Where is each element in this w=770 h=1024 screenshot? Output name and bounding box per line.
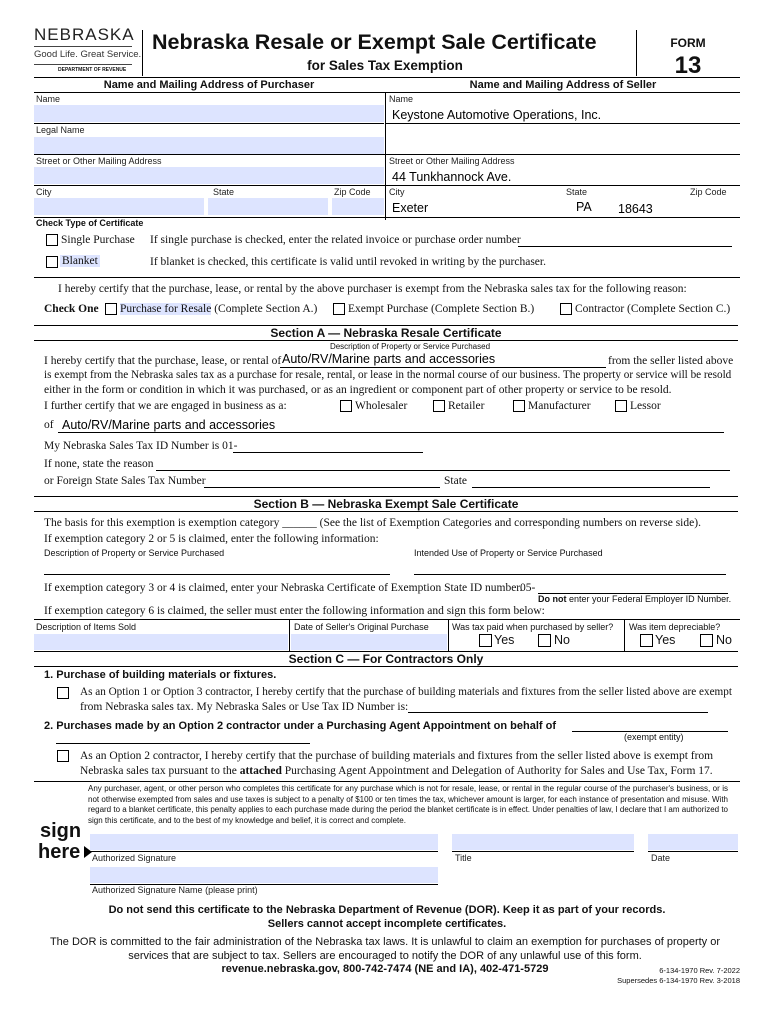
cat34-prefix: 05-: [520, 582, 536, 594]
c-item2-heading: 2. Purchases made by an Option 2 contractor under a Purchasing Agent Appointment on behalf of: [44, 720, 556, 732]
wholesaler-label: Wholesaler: [355, 400, 408, 412]
fein-note-text: enter your Federal Employer ID Number.: [569, 594, 732, 604]
section-c-title: Section C — For Contractors Only: [34, 651, 738, 667]
c-item2-text1: As an Option 2 contractor, I hereby certify that the purchase of building materials and fixtures from the seller listed above is exempt from: [80, 750, 714, 762]
seller-purchase-date-label: Date of Seller's Original Purchase: [294, 622, 429, 632]
c-item1-text2: from Nebraska sales tax. My Nebraska Sales or Use Tax ID Number is:: [80, 701, 409, 713]
tax-paid-yes-checkbox[interactable]: [479, 634, 492, 647]
resale-label: Purchase for Resale: [120, 303, 212, 315]
fein-note: [538, 594, 731, 604]
cat34-text: If exemption category 3 or 4 is claimed, enter your Nebraska Certificate of Exemption State ID number.: [44, 582, 523, 594]
business-text: I further certify that we are engaged in business as a:: [44, 400, 287, 412]
single-purchase-label: Single Purchase: [61, 234, 135, 246]
authorized-name-note: (please print): [205, 885, 258, 895]
depreciable-label: Was item depreciable?: [629, 622, 721, 632]
section-a-desc-label: Description of Property or Service Purchased: [329, 342, 491, 351]
contractor-checkbox[interactable]: [560, 303, 572, 315]
depreciable-yes-checkbox[interactable]: [640, 634, 653, 647]
section-a-property-field[interactable]: Auto/RV/Marine parts and accessories: [282, 352, 496, 366]
authorized-name-label-row: [92, 885, 258, 895]
form-revision: 6-134-1970 Rev. 7-2022: [659, 966, 740, 975]
c-item1-heading: 1. Purchase of building materials or fixtures.: [44, 669, 277, 681]
section-a-line1-post: from the seller listed above: [608, 355, 734, 367]
cat25-text: If exemption category 2 or 5 is claimed, enter the following information:: [44, 533, 379, 545]
section-a-line3: either in the form or condition in which it was purchased, or as an ingredient or component part of other property or service to be resold.: [44, 384, 672, 396]
exempt-entity-label: (exempt entity): [624, 732, 684, 742]
authorized-signature-label: Authorized Signature: [92, 853, 177, 863]
foreign-state-field[interactable]: [472, 487, 710, 488]
certify-text: I hereby certify that the purchase, lease, or rental by the above purchaser is exempt from the Nebraska sales tax for the following reason:: [58, 283, 687, 295]
fein-note-bold: Do not: [538, 594, 567, 604]
purchaser-street-field[interactable]: [34, 167, 384, 184]
cert-type-heading: Check Type of Certificate: [36, 218, 144, 228]
authorized-name-field[interactable]: [90, 867, 438, 883]
legal-name-label: Legal Name: [36, 125, 85, 135]
check-one-label: Check One: [44, 303, 99, 315]
tax-paid-no-checkbox[interactable]: [538, 634, 551, 647]
c-item2-text2-bold: attached: [239, 765, 282, 777]
footer-para-1: The DOR is committed to the fair administration of the Nebraska tax laws. It is unlawful to claim an exemption for purchases of property or: [49, 936, 721, 948]
b-desc-label: Description of Property or Service Purchased: [44, 548, 225, 558]
seller-city-label: City: [389, 187, 405, 197]
purchaser-city-label: City: [36, 187, 52, 197]
purchaser-heading: Name and Mailing Address of Purchaser: [103, 79, 315, 91]
c-item2-text2-pre: Nebraska sales tax pursuant to the: [80, 765, 237, 777]
section-a-title: Section A — Nebraska Resale Certificate: [34, 325, 738, 341]
items-sold-label: Description of Items Sold: [36, 622, 137, 632]
purchaser-street-label: Street or Other Mailing Address: [36, 156, 162, 166]
cat6-text: If exemption category 6 is claimed, the seller must enter the following information and sign this form below:: [44, 605, 545, 617]
purchaser-zip-field[interactable]: [332, 198, 384, 215]
tax-paid-yes-label: Yes: [494, 633, 515, 647]
purchaser-name-field[interactable]: [34, 105, 384, 122]
logo-name: NEBRASKA: [34, 25, 135, 44]
resale-option: [120, 303, 317, 315]
form-label: FORM: [670, 36, 706, 50]
penalty-text: Any purchaser, agent, or other person who completes this certificate for any purchase which is not for resale, lease, or rental in the regular course of the purchaser's business, or is not otherwise exempted from sales and use taxes is subject to a penalty of $100 or ten times the tax, whichever amount is larger, for each instance of presentation and misuse. With regard to a blanket certificate, this penalty applies to each purchase made during the period the blanket certificate is in effect. Under penalties of law, I declare that I am authorized to sign this certificate, and to the best of my knowledge and belief, it is correct and complete.: [88, 784, 728, 825]
c-item2-text2: [80, 765, 713, 777]
exempt-label: Exempt Purchase (Complete Section B.): [348, 303, 535, 315]
seller-state-label: State: [566, 187, 588, 197]
date-field[interactable]: [648, 834, 738, 850]
invoice-number-field[interactable]: [518, 246, 732, 247]
section-b-title: Section B — Nebraska Exempt Sale Certificate: [34, 496, 738, 512]
blanket-text: If blanket is checked, this certificate is valid until revoked in writing by the purchaser.: [150, 256, 546, 268]
tax-id-field[interactable]: [233, 452, 423, 453]
manufacturer-label: Manufacturer: [528, 400, 591, 412]
footer-bold-2: Sellers cannot accept incomplete certificates.: [267, 918, 507, 930]
tax-paid-label: Was tax paid when purchased by seller?: [452, 622, 614, 632]
section-a-line2: is exempt from the Nebraska sales tax as a purchase for resale, rental, or lease in the normal course of our business. The property or service will be resold: [44, 369, 732, 381]
foreign-tax-field[interactable]: [204, 487, 440, 488]
depreciable-no-checkbox[interactable]: [700, 634, 713, 647]
resale-checkbox[interactable]: [105, 303, 117, 315]
b-use-field[interactable]: [414, 574, 726, 575]
single-purchase-text: If single purchase is checked, enter the related invoice or purchase order number: [150, 234, 521, 246]
seller-state-field[interactable]: PA: [576, 200, 592, 214]
seller-purchase-date-field[interactable]: [291, 634, 447, 650]
b-use-label: Intended Use of Property or Service Purchased: [414, 548, 603, 558]
form-supersedes: Supersedes 6-134-1970 Rev. 3-2018: [617, 976, 740, 985]
foreign-tax-text: or Foreign State Sales Tax Number: [44, 475, 206, 487]
footer-bold-1: Do not send this certificate to the Nebraska Department of Revenue (DOR). Keep it as part of your records.: [108, 904, 666, 916]
retailer-checkbox[interactable]: [433, 400, 445, 412]
c-item1-checkbox[interactable]: [57, 687, 69, 699]
seller-street-label: Street or Other Mailing Address: [389, 156, 515, 166]
form-number: 13: [674, 52, 702, 79]
blanket-label: Blanket: [62, 255, 98, 267]
title-field[interactable]: [452, 834, 634, 850]
c-item2-checkbox[interactable]: [57, 750, 69, 762]
purchaser-state-field[interactable]: [208, 198, 328, 215]
items-sold-field[interactable]: [34, 634, 288, 650]
manufacturer-checkbox[interactable]: [513, 400, 525, 412]
foreign-state-text: State: [444, 475, 467, 487]
title-label: Title: [455, 853, 472, 863]
exempt-checkbox[interactable]: [333, 303, 345, 315]
c-item2-text2-post: Purchasing Agent Appointment and Delegation of Authority for Sales and Use Tax, Form 17.: [284, 765, 713, 777]
seller-street-field[interactable]: 44 Tunkhannock Ave.: [392, 170, 512, 184]
logo-tagline: Good Life. Great Service.: [34, 49, 142, 60]
wholesaler-checkbox[interactable]: [340, 400, 352, 412]
single-purchase-checkbox[interactable]: [46, 234, 58, 246]
depreciable-no-label: No: [716, 633, 732, 647]
lessor-label: Lessor: [630, 400, 661, 412]
tax-paid-no-label: No: [554, 633, 570, 647]
depreciable-yes-label: Yes: [655, 633, 676, 647]
exempt-entity-field-2[interactable]: [56, 743, 310, 744]
seller-zip-field[interactable]: 18643: [618, 202, 653, 216]
authorized-name-label: Authorized Signature Name: [92, 885, 203, 895]
authorized-signature-field[interactable]: [90, 834, 438, 850]
c-tax-id-field[interactable]: [408, 712, 708, 713]
seller-name-label: Name: [389, 94, 414, 104]
purchaser-city-field[interactable]: [34, 198, 204, 215]
sign-word: sign: [40, 820, 82, 842]
seller-zip-label: Zip Code: [690, 187, 727, 197]
blanket-checkbox[interactable]: [46, 256, 58, 268]
date-label: Date: [651, 853, 671, 863]
seller-name-field[interactable]: Keystone Automotive Operations, Inc.: [392, 108, 602, 122]
contractor-label: Contractor (Complete Section C.): [575, 303, 731, 315]
page-subtitle: for Sales Tax Exemption: [307, 58, 463, 73]
logo-dept: DEPARTMENT OF REVENUE: [58, 67, 127, 73]
basis-text: The basis for this exemption is exemption category ______ (See the list of Exemption Categories and corresponding numbers on reverse side).: [44, 517, 701, 529]
business-of-field[interactable]: Auto/RV/Marine parts and accessories: [62, 418, 276, 432]
purchaser-state-label: State: [213, 187, 235, 197]
seller-city-field[interactable]: Exeter: [392, 201, 429, 215]
logo: [34, 25, 142, 76]
b-desc-field[interactable]: [44, 574, 390, 575]
page-title: Nebraska Resale or Exempt Sale Certificate: [152, 30, 597, 54]
footer-para-2: services that are subject to tax. Sellers are encouraged to notify the DOR of any unlawful use of this form.: [128, 950, 642, 962]
legal-name-field[interactable]: [34, 137, 384, 154]
of-label: of: [44, 419, 54, 431]
footer-contact: revenue.nebraska.gov, 800-742-7474 (NE and IA), 402-471-5729: [221, 963, 549, 975]
lessor-checkbox[interactable]: [615, 400, 627, 412]
purchaser-zip-label: Zip Code: [334, 187, 371, 197]
resale-note: (Complete Section A.): [214, 303, 318, 315]
seller-heading: Name and Mailing Address of Seller: [469, 79, 657, 91]
none-reason-text: If none, state the reason: [44, 458, 154, 470]
c-item1-text1: As an Option 1 or Option 3 contractor, I hereby certify that the purchase of building materials and fixtures from the seller listed above are exempt: [80, 686, 732, 698]
none-reason-field[interactable]: [156, 470, 730, 471]
here-word: here: [38, 841, 81, 863]
purchaser-name-label: Name: [36, 94, 61, 104]
section-a-line1-pre: I hereby certify that the purchase, lease, or rental of: [44, 355, 282, 367]
retailer-label: Retailer: [448, 400, 485, 412]
tax-id-text: My Nebraska Sales Tax ID Number is 01-: [44, 440, 238, 452]
